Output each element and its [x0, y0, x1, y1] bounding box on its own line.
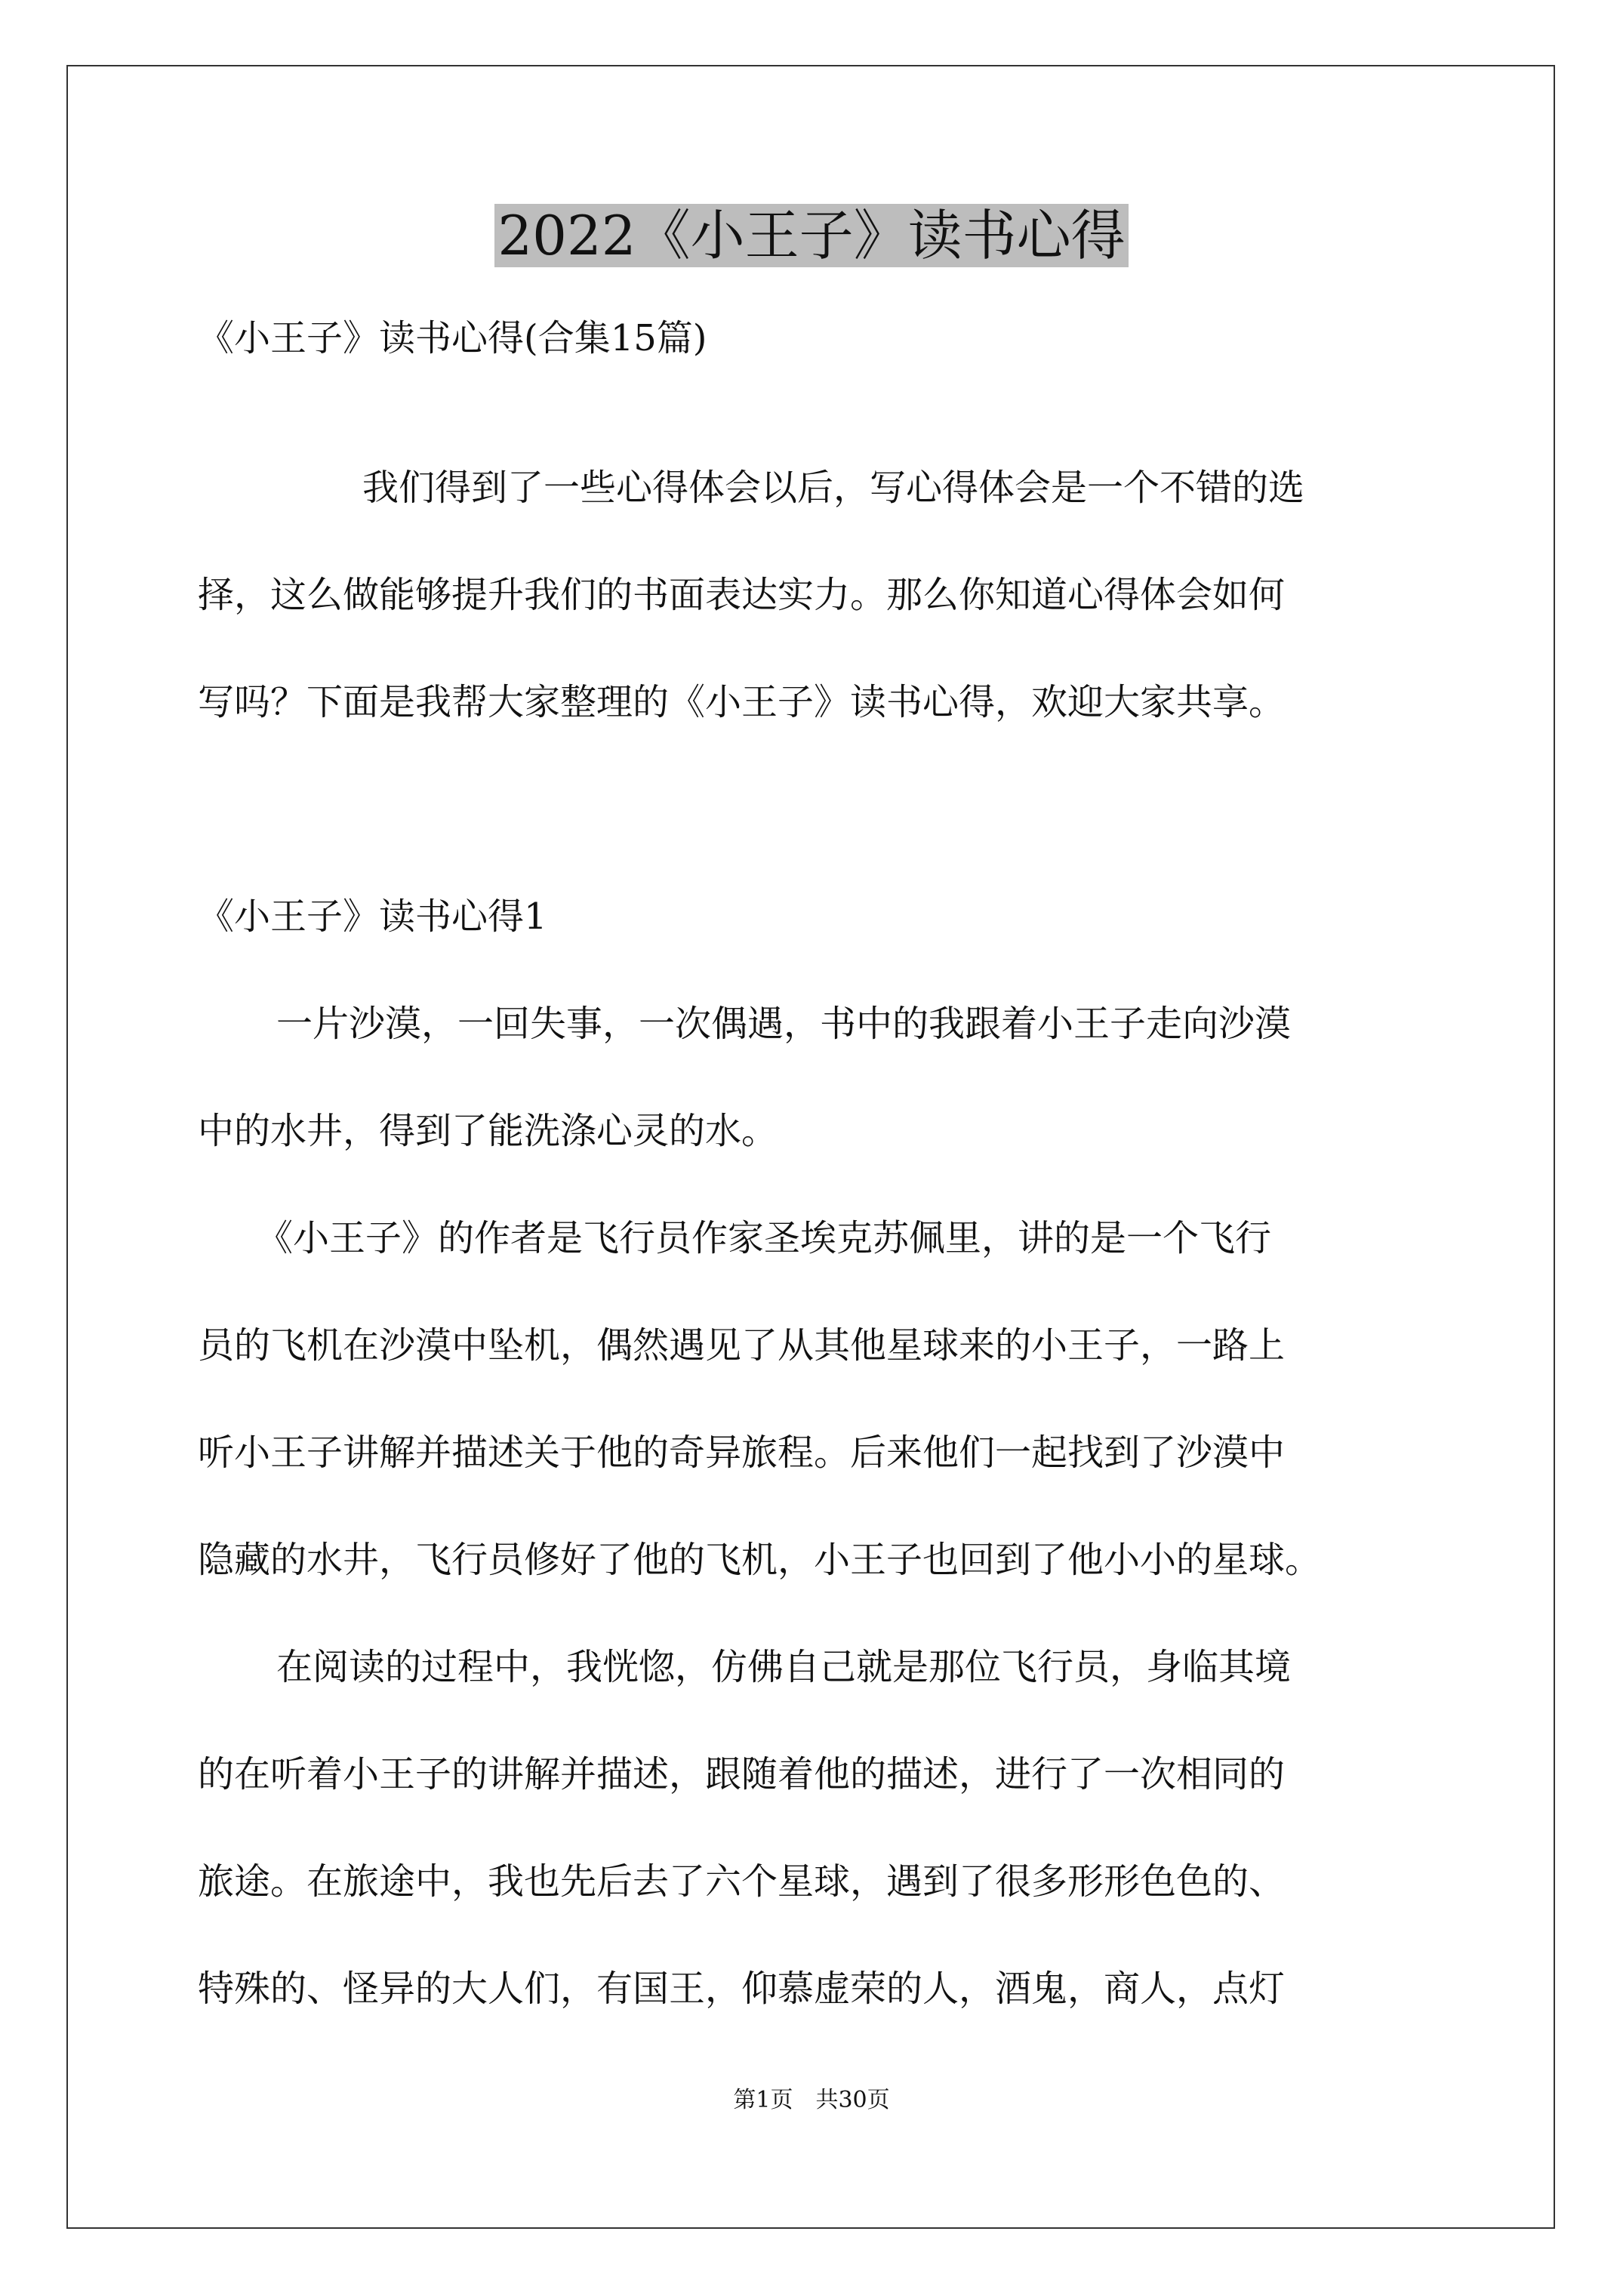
page-footer: [0, 2085, 1623, 2116]
page-number: 第1页 共30页: [733, 2087, 890, 2113]
document-title: [0, 198, 1623, 273]
intro-line-1: 我们得到了一些心得体会以后，写心得体会是一个不错的选: [362, 467, 1305, 509]
paragraph-2-line-3: 听小王子讲解并描述关于他的奇异旅程。后来他们一起找到了沙漠中: [198, 1432, 1286, 1474]
section-heading: 《小王子》读书心得1: [198, 895, 547, 938]
paragraph-3-line-3: 旅途。在旅途中，我也先后去了六个星球，遇到了很多形形色色的、: [198, 1860, 1286, 1903]
paragraph-3-line-1: 在阅读的过程中，我恍惚，仿佛自己就是那位飞行员，身临其境: [276, 1646, 1292, 1688]
document-subtitle: 《小王子》读书心得(合集15篇): [198, 317, 707, 359]
paragraph-3-line-4: 特殊的、怪异的大人们，有国王，仰慕虚荣的人，酒鬼，商人，点灯: [198, 1968, 1286, 2010]
paragraph-1-line-1: 一片沙漠，一回失事，一次偶遇，书中的我跟着小王子走向沙漠: [276, 1003, 1292, 1045]
intro-line-2: 择，这么做能够提升我们的书面表达实力。那么你知道心得体会如何: [198, 574, 1286, 616]
paragraph-3-line-2: 的在听着小王子的讲解并描述，跟随着他的描述，进行了一次相同的: [198, 1753, 1286, 1795]
intro-line-3: 写吗？下面是我帮大家整理的《小王子》读书心得，欢迎大家共享。: [198, 681, 1286, 723]
paragraph-1-line-2: 中的水井，得到了能洗涤心灵的水。: [198, 1110, 778, 1152]
paragraph-2-line-4: 隐藏的水井，飞行员修好了他的飞机，小王子也回到了他小小的星球。: [198, 1539, 1322, 1581]
paragraph-2-line-1: 《小王子》的作者是飞行员作家圣埃克苏佩里，讲的是一个飞行: [257, 1217, 1272, 1259]
title-text: 2022《小王子》读书心得: [494, 204, 1128, 267]
paragraph-2-line-2: 员的飞机在沙漠中坠机，偶然遇见了从其他星球来的小王子，一路上: [198, 1324, 1286, 1367]
